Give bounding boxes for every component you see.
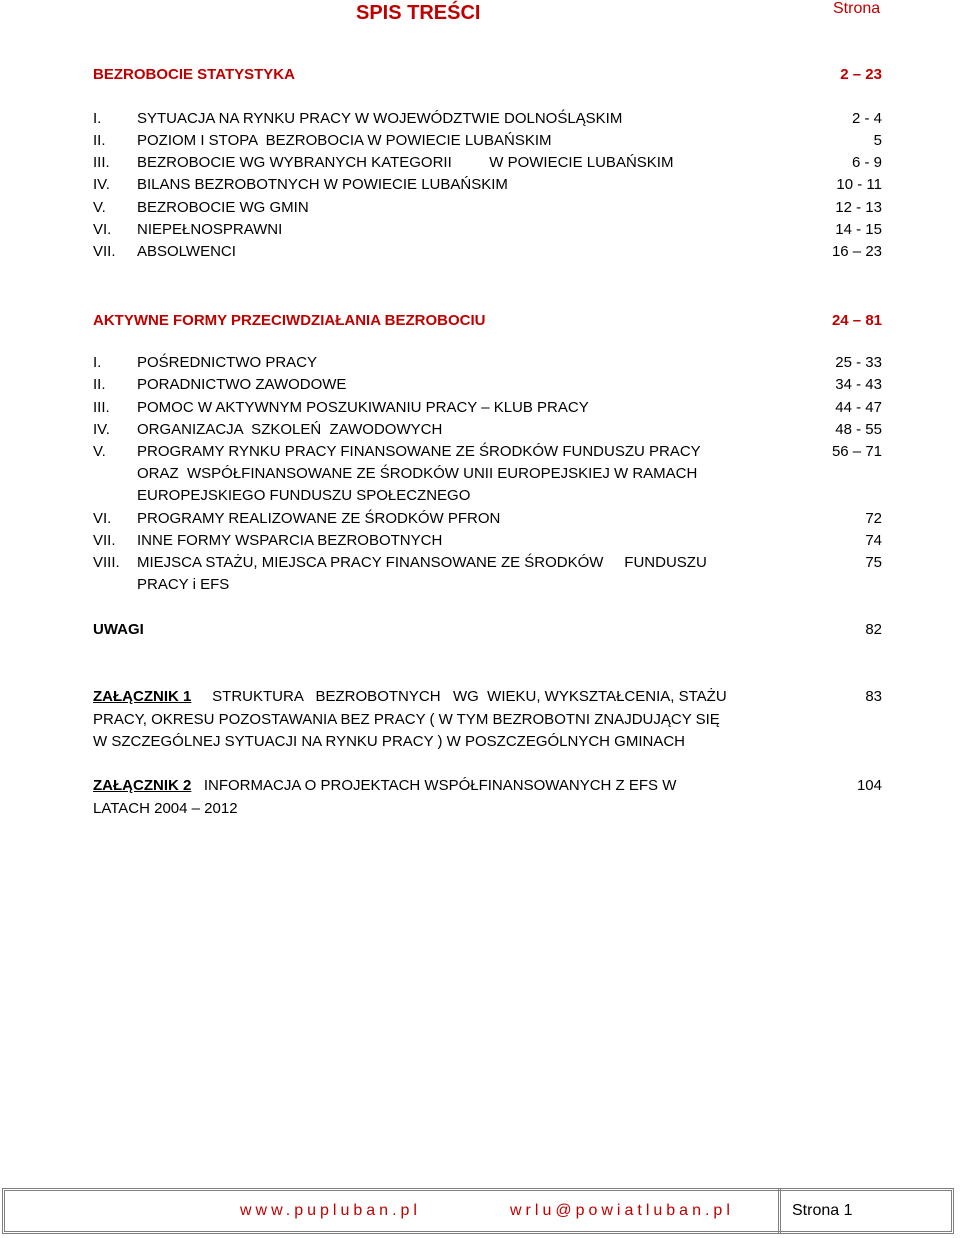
toc-row-pages: 74 (865, 532, 882, 549)
toc-row-text (137, 397, 589, 419)
toc-row-text-line: PROGRAMY REALIZOWANE ZE ŚRODKÓW PFRON (137, 510, 501, 527)
toc-row-text (137, 419, 442, 441)
page-column-label: Strona (833, 0, 881, 17)
uwagi-pages: 82 (865, 621, 882, 638)
annex-text-line: W SZCZEGÓLNEJ SYTUACJI NA RYNKU PRACY ) W POSZCZEGÓLNYCH GMINACH (93, 733, 686, 750)
toc-row-text (137, 508, 500, 530)
toc-row-text (137, 130, 552, 152)
toc-row-text-line: ORGANIZACJA SZKOLEŃ ZAWODOWYCH (137, 421, 443, 438)
toc-row-text-line: PROGRAMY RYNKU PRACY FINANSOWANE ZE ŚRODKÓW FUNDUSZU PRACY (137, 443, 701, 460)
toc-row-text-line: POŚREDNICTWO PRACY (137, 354, 318, 371)
toc-row-text-line: EUROPEJSKIEGO FUNDUSZU SPOŁECZNEGO (137, 487, 471, 504)
section-heading-pages: 24 – 81 (831, 312, 882, 329)
toc-row-pages: 16 – 23 (831, 243, 882, 260)
section-heading-label: BEZROBOCIE STATYSTYKA (93, 66, 295, 83)
toc-row-pages: 12 - 13 (835, 199, 882, 216)
toc-row-text (137, 174, 508, 196)
toc-row-text (137, 152, 673, 174)
annex-text-line: INFORMACJA O PROJEKTACH WSPÓŁFINANSOWANYCH Z EFS W (191, 777, 677, 794)
footer-website-link[interactable]: www.pupluban.pl (240, 1202, 421, 1219)
toc-row-text-line: MIEJSCA STAŻU, MIEJSCA PRACY FINANSOWANE ZE ŚRODKÓW FUNDUSZU (137, 554, 707, 571)
toc-row-pages: 48 - 55 (835, 421, 882, 438)
toc-row-text-line: BILANS BEZROBOTNYCH W POWIECIE LUBAŃSKIM (137, 176, 508, 193)
annex-text-line: STRUKTURA BEZROBOTNYCH WG WIEKU, WYKSZTAŁCENIA, STAŻU (191, 688, 727, 705)
toc-row-text-line: POMOC W AKTYWNYM POSZUKIWANIU PRACY – KLUB PRACY (137, 399, 589, 416)
toc-row-pages: 75 (865, 554, 882, 571)
toc-row-number: IV. (93, 421, 110, 438)
toc-row-text-line: BEZROBOCIE WG GMIN (137, 199, 309, 216)
toc-row-number: VII. (93, 243, 116, 260)
annex-text-line: PRACY, OKRESU POZOSTAWANIA BEZ PRACY ( W TYM BEZROBOTNI ZNAJDUJĄCY SIĘ (93, 710, 720, 728)
toc-row-number: VI. (93, 510, 112, 527)
toc-row-text (137, 552, 707, 596)
toc-row-pages: 56 – 71 (831, 443, 882, 460)
toc-row-pages: 34 - 43 (835, 376, 882, 393)
toc-row-pages: 2 - 4 (851, 110, 882, 127)
annex-label: ZAŁĄCZNIK 1 (93, 688, 192, 705)
annex-pages: 83 (865, 688, 882, 705)
toc-row-text-line: POZIOM I STOPA BEZROBOCIA W POWIECIE LUBAŃSKIM (137, 132, 552, 149)
toc-row-text (137, 219, 282, 241)
toc-row-number: VI. (93, 221, 112, 238)
toc-row-text-line: ORAZ WSPÓŁFINANSOWANE ZE ŚRODKÓW UNII EUROPEJSKIEJ W RAMACH (137, 465, 698, 482)
toc-row-number: III. (93, 154, 110, 171)
toc-row-number: I. (93, 354, 102, 371)
footer-divider (778, 1188, 781, 1234)
toc-row-pages: 14 - 15 (835, 221, 882, 238)
footer-email-link[interactable]: wrlu@powiatluban.pl (510, 1202, 734, 1219)
toc-row-pages: 10 - 11 (836, 176, 882, 193)
annex-pages: 104 (856, 777, 882, 794)
toc-row-number: V. (93, 199, 106, 216)
toc-row-number: IV. (93, 176, 110, 193)
toc-row-pages: 6 - 9 (851, 154, 882, 171)
toc-row-pages: 25 - 33 (835, 354, 882, 371)
toc-row-number: VIII. (93, 554, 120, 571)
toc-row-text (137, 108, 622, 130)
section-heading-aktywne-formy (93, 312, 882, 332)
toc-row-text-line: INNE FORMY WSPARCIA BEZROBOTNYCH (137, 532, 443, 549)
toc-row-text (137, 352, 317, 374)
toc-row-pages: 44 - 47 (835, 399, 882, 416)
toc-row-number: VII. (93, 532, 116, 549)
annex-text-line: LATACH 2004 – 2012 (93, 799, 238, 817)
uwagi-label: UWAGI (93, 621, 144, 638)
section-heading-pages: 2 – 23 (840, 66, 882, 83)
page-title: SPIS TREŚCI (356, 2, 481, 24)
section-heading-statystyka (93, 66, 882, 86)
footer-page-number: Strona 1 (792, 1202, 853, 1219)
toc-row-text (137, 441, 701, 507)
toc-row-number: III. (93, 399, 110, 416)
toc-row-text (137, 197, 309, 219)
toc-row-text-line: SYTUACJA NA RYNKU PRACY W WOJEWÓDZTWIE DOLNOŚLĄSKIM (137, 110, 623, 127)
uwagi-heading (93, 621, 882, 641)
toc-row-text (137, 374, 346, 396)
toc-row-number: I. (93, 110, 102, 127)
section-heading-label: AKTYWNE FORMY PRZECIWDZIAŁANIA BEZROBOCIU (93, 312, 486, 329)
toc-row-pages: 72 (865, 510, 882, 527)
toc-row-text-line: PORADNICTWO ZAWODOWE (137, 376, 347, 393)
toc-row-number: V. (93, 443, 106, 460)
toc-row-text-line: PRACY i EFS (137, 576, 230, 593)
toc-row-text-line: ABSOLWENCI (137, 243, 236, 260)
toc-row-text (137, 241, 236, 263)
toc-row-number: II. (93, 376, 106, 393)
toc-row-text (137, 530, 442, 552)
toc-row-pages: 5 (873, 132, 882, 149)
toc-row-number: II. (93, 132, 106, 149)
toc-row-text-line: BEZROBOCIE WG WYBRANYCH KATEGORII W POWIECIE LUBAŃSKIM (137, 154, 674, 171)
annex-label: ZAŁĄCZNIK 2 (93, 777, 192, 794)
toc-row-text-line: NIEPEŁNOSPRAWNI (137, 221, 283, 238)
